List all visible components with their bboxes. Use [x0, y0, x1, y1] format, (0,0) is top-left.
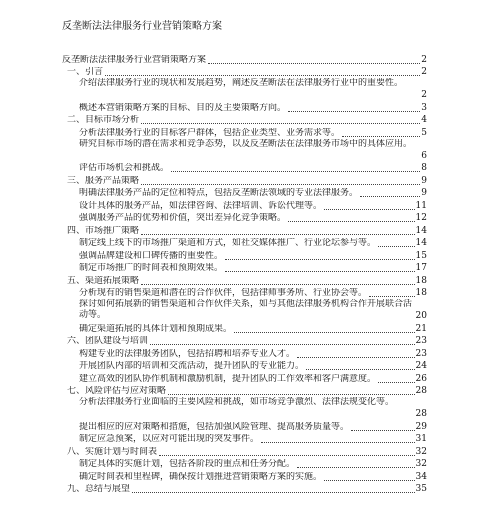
toc-subentry[interactable] — [62, 237, 427, 250]
toc-entry-text: 八、实施计划与时间表 — [67, 446, 158, 457]
toc-section-entry[interactable] — [62, 483, 427, 496]
dot-leader — [297, 466, 415, 468]
toc-page-number: 15 — [415, 250, 427, 261]
dot-leader — [261, 441, 415, 443]
toc-page-number: 26 — [415, 373, 427, 384]
toc-page-number: 4 — [421, 115, 427, 125]
toc-entry-text: 强调品牌建设和口碑传播的重要性。 — [79, 250, 224, 261]
toc-entry-text: 提出相应的应对策略和措施，包括加强风险管理、提高服务质量等。 — [79, 421, 350, 432]
toc-page-number: 9 — [421, 188, 427, 198]
toc-page-number: 28 — [415, 386, 427, 396]
toc-subentry[interactable] — [62, 139, 427, 162]
dot-leader — [342, 135, 420, 137]
toc-page-number: 12 — [415, 213, 427, 223]
dot-leader — [324, 208, 415, 210]
dot-leader — [141, 183, 420, 185]
toc-page-number: 29 — [415, 421, 427, 432]
toc-section-entry[interactable] — [62, 174, 427, 187]
toc-section-entry[interactable] — [62, 445, 427, 458]
toc-entry-text: 九、总结与展望 — [67, 484, 131, 494]
toc-page-number: 32 — [415, 459, 427, 469]
toc-page-number: 8 — [421, 163, 427, 173]
toc-entry-text: 二、目标市场分析 — [67, 115, 140, 125]
toc-page-number: 17 — [415, 263, 427, 273]
toc-subentry[interactable] — [62, 212, 427, 225]
toc-entry-text: 确定时间表和里程碑，确保按计划推进营销策略方案的实施。 — [79, 471, 323, 482]
toc-subentry[interactable] — [62, 470, 427, 483]
dot-leader — [234, 331, 415, 333]
toc-page-number: 20 — [415, 311, 427, 321]
toc-subentry[interactable] — [62, 249, 427, 262]
dot-leader — [378, 245, 415, 247]
toc-subentry[interactable] — [62, 162, 427, 175]
toc-subentry[interactable] — [62, 397, 427, 420]
toc-page-number: 18 — [415, 275, 427, 286]
dot-leader — [225, 258, 415, 260]
toc-page-number: 32 — [415, 446, 427, 457]
dot-leader — [132, 491, 415, 493]
toc-subentry[interactable] — [62, 262, 427, 275]
toc-entry-text: 制定市场推广的时间表和预期效果。 — [79, 263, 224, 273]
dot-leader — [150, 343, 415, 345]
toc-entry-text: 一、引言 — [67, 67, 104, 77]
toc-subentry[interactable] — [62, 420, 427, 433]
toc-page-number: 21 — [415, 323, 427, 334]
toc-page-number: 2 — [421, 67, 427, 77]
toc-entry-text: 探讨如何拓展新的销售渠道和合作伙伴关系，如与其他法律服务机构合作开展联合活动等。 — [79, 299, 413, 320]
toc-entry-text: 制定线上线下的市场推广渠道和方式，如社交媒体推广、行业论坛参与等。 — [79, 238, 377, 248]
toc-entry-text: 六、团队建设与培训 — [67, 336, 149, 346]
toc-subentry[interactable] — [62, 360, 427, 373]
dot-leader — [324, 479, 415, 481]
toc-subentry[interactable] — [62, 458, 427, 471]
toc-entry-text: 建立高效的团队协作机制和激励机制，提升团队的工作效率和客户满意度。 — [79, 373, 377, 384]
toc-subentry[interactable] — [62, 187, 427, 200]
dot-leader — [208, 62, 420, 64]
dot-leader — [171, 170, 420, 172]
toc-page-number: 14 — [415, 225, 427, 236]
toc-subentry[interactable] — [62, 433, 427, 446]
dot-leader — [378, 381, 415, 383]
toc-subentry[interactable] — [62, 287, 427, 300]
toc-entry-text: 构建专业的法律服务团队，包括招聘和培养专业人才。 — [79, 348, 296, 359]
toc-entry-text: 介绍法律服务行业的现状和发展趋势，阐述反垄断法在法律服务行业中的重要性。 — [79, 78, 404, 88]
dot-leader — [288, 110, 420, 112]
dot-leader — [369, 295, 415, 297]
dot-leader — [351, 429, 415, 431]
dot-leader — [360, 195, 420, 197]
toc-entry-text: 开展团队内部的培训和交流活动，提升团队的专业能力。 — [79, 361, 305, 371]
toc-page-number: 9 — [421, 175, 427, 186]
dot-leader — [297, 356, 415, 358]
toc-entry-text: 设计具体的服务产品，如法律咨询、法律培训、诉讼代理等。 — [79, 200, 323, 211]
toc-section-entry[interactable] — [62, 114, 427, 127]
toc-entry-text: 制定应急预案，以应对可能出现的突发事件。 — [79, 434, 260, 444]
toc-entry-text: 分析法律服务行业面临的主要风险和挑战，如市场竞争激烈、法律法规变化等。 — [79, 397, 395, 407]
toc-page-number: 11 — [415, 200, 427, 211]
toc-subentry[interactable] — [62, 299, 427, 322]
toc-page-number: 5 — [421, 127, 427, 138]
toc-subentry[interactable] — [62, 199, 427, 212]
dot-leader — [141, 283, 415, 285]
toc-page-number: 14 — [415, 238, 427, 248]
toc-entry-text: 评估市场机会和挑战。 — [79, 163, 170, 173]
toc-entry-text: 确定渠道拓展的具体计划和预期成果。 — [79, 323, 233, 334]
toc-entry-text: 分析现有的销售渠道和潜在的合作伙伴，包括律师事务所、行业协会等。 — [79, 288, 368, 298]
toc-subentry[interactable] — [62, 322, 427, 335]
toc-entry-text: 强调服务产品的优势和价值，突出差异化竞争策略。 — [79, 213, 287, 223]
toc-page-number: 28 — [415, 409, 427, 419]
toc-page-number: 31 — [415, 434, 427, 444]
toc-page-number: 2 — [421, 54, 427, 65]
toc-page-number: 35 — [415, 484, 427, 494]
toc-page-number: 3 — [421, 102, 427, 113]
dot-leader — [288, 220, 415, 222]
toc-page-number: 18 — [415, 288, 427, 298]
toc-section-entry[interactable] — [62, 335, 427, 348]
toc-entry-text: 分析法律服务行业的目标客户群体，包括企业类型、业务需求等。 — [79, 127, 341, 138]
toc-entry-text: 反垄断法法律服务行业营销策略方案 — [62, 54, 207, 65]
toc-entry-text: 明确法律服务产品的定位和特点，包括反垄断法领域的专业法律服务。 — [79, 188, 359, 198]
toc-subentry[interactable] — [62, 101, 427, 114]
toc-section-entry[interactable] — [62, 274, 427, 287]
toc-entry-text: 制定具体的实施计划，包括各阶段的重点和任务分配。 — [79, 459, 296, 469]
toc-page-number: 24 — [415, 361, 427, 371]
toc-page-number: 23 — [415, 348, 427, 359]
toc-entry-text: 三、服务产品策略 — [67, 175, 140, 186]
toc-page-number: 6 — [421, 150, 427, 161]
toc-entry-text: 五、渠道拓展策略 — [67, 275, 140, 286]
toc-entry-text: 七、风险评估与应对策略 — [67, 386, 167, 396]
toc-subentry[interactable] — [62, 347, 427, 360]
dot-leader — [159, 454, 415, 456]
toc-entry-text: 研究目标市场的潜在需求和竞争态势，以及反垄断法在法律服务市场中的具体应用。 — [79, 138, 413, 149]
toc-title-entry[interactable] — [62, 53, 427, 66]
toc-subentry[interactable] — [62, 126, 427, 139]
toc-section-entry[interactable] — [62, 66, 427, 79]
toc-page-number: 23 — [415, 336, 427, 346]
toc-section-entry[interactable] — [62, 224, 427, 237]
dot-leader — [168, 393, 415, 395]
dot-leader — [141, 122, 420, 124]
table-of-contents — [62, 53, 427, 495]
dot-leader — [306, 368, 415, 370]
running-header: 反垄断法法律服务行业营销策略方案 — [62, 21, 222, 32]
dot-leader — [225, 270, 415, 272]
toc-entry-text: 概述本营销策略方案的目标、目的及主要策略方向。 — [79, 102, 287, 113]
toc-page-number: 34 — [415, 471, 427, 482]
dot-leader — [141, 233, 415, 235]
toc-entry-text: 四、市场推广策略 — [67, 225, 140, 236]
toc-subentry[interactable] — [62, 372, 427, 385]
toc-subentry[interactable] — [62, 78, 427, 101]
toc-page-number: 2 — [421, 90, 427, 100]
dot-leader — [105, 74, 420, 76]
toc-section-entry[interactable] — [62, 385, 427, 398]
